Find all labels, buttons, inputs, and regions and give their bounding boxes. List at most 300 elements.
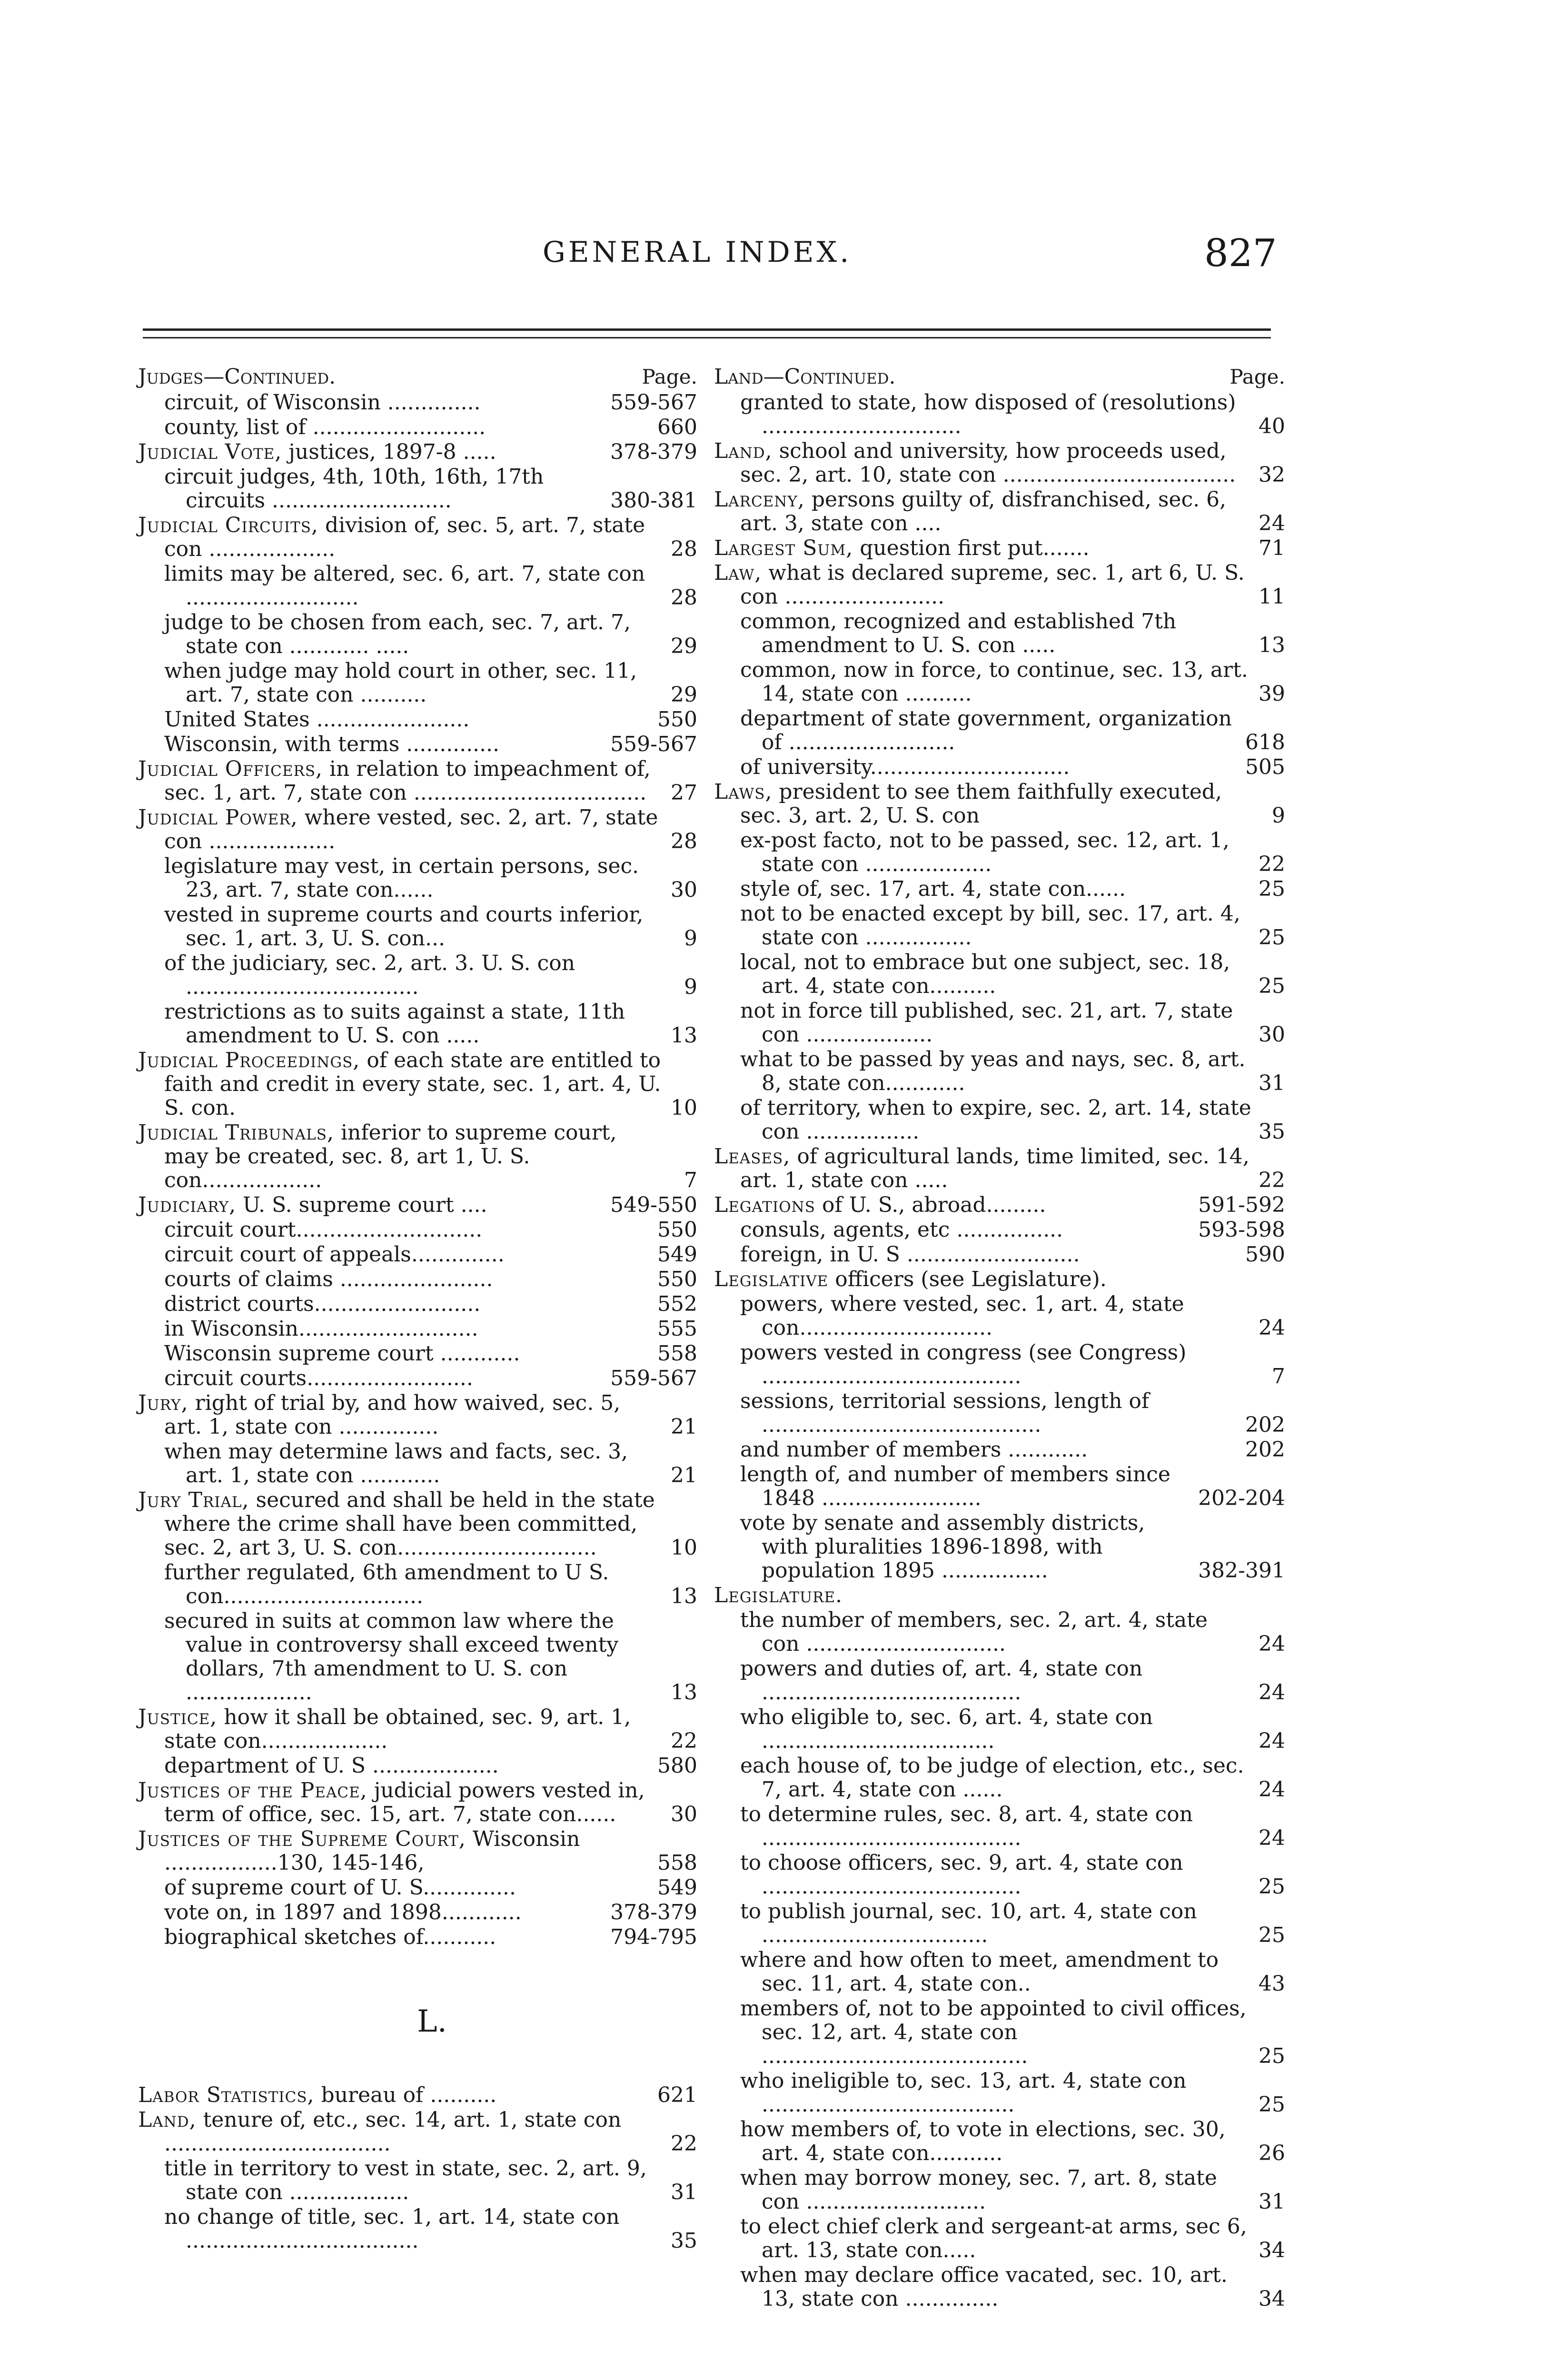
entry-text bbox=[740, 2118, 1252, 2165]
index-entry bbox=[714, 1511, 1285, 1583]
index-entry bbox=[138, 1876, 697, 1900]
index-entry bbox=[138, 2205, 697, 2253]
entry-page-ref: 10 bbox=[671, 1536, 697, 1560]
entry-headword: Largest Sum, bbox=[714, 536, 853, 560]
entry-headword: Legislative bbox=[714, 1267, 829, 1291]
entry-text bbox=[740, 829, 1252, 876]
entry-page-ref: 30 bbox=[1259, 1022, 1285, 1047]
entry-text bbox=[740, 1997, 1252, 2068]
entry-text bbox=[740, 1438, 1239, 1462]
index-entry bbox=[138, 1609, 697, 1705]
index-entry bbox=[714, 1193, 1285, 1217]
index-entry bbox=[714, 1948, 1285, 1996]
entry-page-ref: 35 bbox=[671, 2229, 697, 2253]
entry-description: of supreme court of U. S.............. bbox=[164, 1875, 516, 1900]
entry-page-ref: 593-598 bbox=[1198, 1218, 1285, 1242]
entry-page-ref: 21 bbox=[671, 1415, 697, 1439]
index-entry bbox=[714, 829, 1285, 876]
entry-text bbox=[714, 1145, 1252, 1192]
column-heading bbox=[714, 364, 1285, 390]
entry-description: when may determine laws and facts, sec. 3, art. 1, state con ............ bbox=[164, 1439, 628, 1488]
entry-headword: Legations bbox=[714, 1193, 816, 1217]
entry-text bbox=[714, 439, 1252, 487]
entry-text bbox=[164, 1218, 651, 1242]
entry-description: inferior to supreme court, may be created, sec. 8, art 1, U. S. con.................. bbox=[164, 1121, 617, 1192]
entry-description: who ineligible to, sec. 13, art. 4, state con ...................................... bbox=[740, 2069, 1187, 2117]
entry-page-ref: 559-567 bbox=[610, 732, 697, 756]
entry-page-ref: 24 bbox=[1259, 1632, 1285, 1656]
entry-description: legislature may vest, in certain persons, sec. 23, art. 7, state con...... bbox=[164, 854, 639, 902]
entry-text bbox=[164, 952, 664, 999]
entry-description: limits may be altered, sec. 6, art. 7, state con .......................... bbox=[164, 562, 645, 610]
index-entry bbox=[714, 1608, 1285, 1656]
entry-text bbox=[138, 1193, 604, 1217]
index-entry bbox=[714, 1706, 1285, 1753]
entry-description: vested in supreme courts and courts inferior, sec. 1, art. 3, U. S. con... bbox=[164, 902, 644, 951]
entry-text bbox=[740, 2166, 1252, 2214]
entry-description: tenure of, etc., sec. 14, art. 1, state con .................................. bbox=[164, 2108, 622, 2156]
entry-description: circuit courts......................... bbox=[164, 1366, 473, 1390]
entry-description: of each state are entitled to faith and credit in every state, sec. 1, art. 4, U. S. con. bbox=[164, 1048, 661, 1120]
index-entry bbox=[138, 465, 697, 513]
entry-page-ref: 25 bbox=[1259, 1874, 1285, 1899]
index-entry bbox=[138, 440, 697, 464]
entry-page-ref: 13 bbox=[671, 1680, 697, 1705]
index-entry bbox=[714, 488, 1285, 536]
index-entry bbox=[714, 536, 1285, 560]
entry-page-ref: 202 bbox=[1245, 1413, 1285, 1437]
index-entry bbox=[138, 1754, 697, 1778]
index-entry bbox=[138, 1243, 697, 1267]
entry-description: when may declare office vacated, sec. 10, art. 13, state con .............. bbox=[740, 2263, 1228, 2311]
entry-headword: Legislature. bbox=[714, 1583, 843, 1607]
index-entry bbox=[138, 806, 697, 853]
index-entry bbox=[138, 1706, 697, 1753]
entry-page-ref: 22 bbox=[1259, 852, 1285, 876]
entry-text bbox=[164, 1367, 604, 1390]
index-entry bbox=[714, 2263, 1285, 2311]
index-entry bbox=[138, 1827, 697, 1875]
entry-page-ref: 25 bbox=[1259, 877, 1285, 901]
entry-page-ref: 380-381 bbox=[610, 488, 697, 513]
entry-page-ref: 30 bbox=[671, 878, 697, 902]
entry-page-ref: 34 bbox=[1259, 2238, 1285, 2262]
entry-text bbox=[740, 877, 1252, 901]
entry-description: officers (see Legislature). bbox=[828, 1267, 1107, 1291]
entry-headword: Larceny, bbox=[714, 487, 805, 512]
entry-text bbox=[164, 733, 604, 756]
index-entry bbox=[138, 1779, 697, 1826]
header-rule-thick bbox=[143, 328, 1271, 331]
entry-headword: Judicial Tribunals, bbox=[138, 1121, 334, 1145]
index-entry bbox=[714, 1803, 1285, 1850]
index-entry bbox=[714, 877, 1285, 901]
entry-text bbox=[740, 658, 1252, 706]
entry-page-ref: 31 bbox=[671, 2180, 697, 2204]
entry-description: how members of, to vote in elections, sec. 30, art. 4, state con........... bbox=[740, 2117, 1226, 2165]
entry-headword: Law, bbox=[714, 561, 762, 585]
entry-description: county, list of .......................... bbox=[164, 415, 486, 439]
index-entry bbox=[138, 2157, 697, 2204]
entry-text bbox=[164, 1561, 664, 1608]
entry-page-ref: 24 bbox=[1259, 1777, 1285, 1802]
index-entry bbox=[138, 1218, 697, 1242]
right-column bbox=[714, 364, 1285, 2312]
entry-description: department of state government, organization of ......................... bbox=[740, 706, 1232, 754]
entry-text bbox=[714, 1268, 1252, 1291]
entry-page-ref: 618 bbox=[1245, 730, 1285, 754]
entry-text bbox=[164, 611, 664, 658]
entry-description: style of, sec. 17, art. 4, state con...... bbox=[740, 877, 1126, 901]
entry-headword: Leases, bbox=[714, 1144, 791, 1169]
entry-text bbox=[164, 2205, 664, 2253]
entry-description: of U. S., abroad......... bbox=[815, 1193, 1046, 1217]
entry-description: secured and shall be held in the state where the crime shall have been committed, sec. 2, art 3, U. S. con.............................. bbox=[164, 1488, 655, 1560]
entry-page-ref: 27 bbox=[671, 781, 697, 805]
entry-page-ref: 549 bbox=[657, 1875, 697, 1900]
entry-text bbox=[164, 1925, 604, 1949]
entry-page-ref: 549 bbox=[657, 1242, 697, 1267]
entry-headword: Justice, bbox=[138, 1705, 218, 1729]
entry-text bbox=[138, 1391, 664, 1439]
entry-page-ref: 28 bbox=[671, 585, 697, 610]
entry-page-ref: 590 bbox=[1245, 1242, 1285, 1267]
entry-description: United States ....................... bbox=[164, 707, 470, 732]
entry-page-ref: 9 bbox=[684, 975, 697, 999]
entry-description: of agricultural lands, time limited, sec. 14, art. 1, state con ..... bbox=[740, 1144, 1249, 1192]
entry-headword: Jury, bbox=[138, 1391, 188, 1415]
index-entry bbox=[714, 2215, 1285, 2262]
entry-text bbox=[714, 1584, 1252, 1607]
index-entry bbox=[714, 1268, 1285, 1291]
entry-page-ref: 31 bbox=[1259, 2190, 1285, 2214]
index-entry bbox=[138, 1367, 697, 1390]
entry-page-ref: 621 bbox=[657, 2083, 697, 2107]
entry-description: of university.............................. bbox=[740, 755, 1070, 779]
entry-text bbox=[164, 1243, 651, 1267]
entry-description: justices, 1897-8 ..... bbox=[282, 440, 496, 464]
index-entry bbox=[138, 708, 697, 732]
index-entry bbox=[138, 1901, 697, 1924]
entry-text bbox=[138, 806, 664, 853]
section-letter: L. bbox=[417, 2004, 447, 2039]
entry-text bbox=[164, 1317, 651, 1341]
index-entry bbox=[138, 903, 697, 951]
entry-text bbox=[740, 1706, 1252, 1753]
entry-page-ref: 22 bbox=[671, 1729, 697, 1753]
index-entries-l bbox=[138, 2083, 697, 2253]
index-entry bbox=[138, 2108, 697, 2156]
index-entry bbox=[138, 1049, 697, 1120]
index-entry bbox=[138, 562, 697, 610]
index-entry bbox=[714, 2069, 1285, 2117]
entry-description: consuls, agents, etc ................ bbox=[740, 1218, 1063, 1242]
entry-text bbox=[740, 707, 1239, 754]
entry-page-ref: 22 bbox=[671, 2132, 697, 2156]
entry-page-ref: 29 bbox=[671, 634, 697, 658]
index-entry bbox=[714, 1341, 1285, 1388]
index-entry bbox=[138, 416, 697, 439]
entry-page-ref: 31 bbox=[1259, 1071, 1285, 1095]
entry-description: to choose officers, sec. 9, art. 4, state con ....................................... bbox=[740, 1851, 1183, 1899]
index-entry bbox=[138, 1925, 697, 1949]
entry-page-ref: 202-204 bbox=[1198, 1486, 1285, 1510]
entry-page-ref: 43 bbox=[1259, 1972, 1285, 1996]
index-entry bbox=[138, 659, 697, 707]
entry-description: where vested, sec. 2, art. 7, state con ................... bbox=[164, 805, 658, 853]
entry-description: to elect chief clerk and sergeant-at arms, sec 6, art. 13, state con..... bbox=[740, 2214, 1247, 2262]
entry-text bbox=[164, 708, 651, 732]
entry-text bbox=[164, 903, 664, 951]
entry-description: powers vested in congress (see Congress) ....................................... bbox=[740, 1340, 1187, 1388]
entry-headword: Land, bbox=[714, 439, 773, 463]
entry-description: to publish journal, sec. 10, art. 4, state con .................................. bbox=[740, 1899, 1197, 1947]
entry-text bbox=[164, 1440, 664, 1488]
entry-text bbox=[714, 561, 1252, 609]
entry-text bbox=[740, 1657, 1252, 1705]
index-entry bbox=[138, 757, 697, 805]
entry-text bbox=[164, 1268, 651, 1291]
entry-page-ref: 558 bbox=[657, 1341, 697, 1366]
entry-page-ref: 10 bbox=[671, 1096, 697, 1120]
entry-page-ref: 7 bbox=[1272, 1364, 1285, 1388]
entry-description: Wisconsin .................130, 145-146, bbox=[164, 1827, 580, 1875]
entry-description: biographical sketches of........... bbox=[164, 1925, 496, 1949]
entry-page-ref: 24 bbox=[1259, 1680, 1285, 1705]
entry-description: foreign, in U. S .......................... bbox=[740, 1242, 1080, 1267]
index-entry bbox=[138, 952, 697, 999]
entry-description: of territory, when to expire, sec. 2, art. 14, state con ................. bbox=[740, 1096, 1251, 1144]
index-entry bbox=[138, 611, 697, 658]
entry-headword: Labor Statistics, bbox=[138, 2083, 315, 2107]
entry-description: when may borrow money, sec. 7, art. 8, state con ........................... bbox=[740, 2166, 1217, 2214]
entry-text bbox=[740, 1900, 1252, 1947]
index-entry bbox=[138, 1292, 697, 1316]
entry-page-ref: 24 bbox=[1259, 1826, 1285, 1850]
entry-text bbox=[164, 562, 664, 610]
index-entry bbox=[714, 951, 1285, 998]
entry-text bbox=[740, 391, 1252, 438]
entry-page-ref: 24 bbox=[1259, 1316, 1285, 1340]
entry-text bbox=[714, 536, 1252, 560]
entry-description: members of, not to be appointed to civil offices, sec. 12, art. 4, state con ........................................ bbox=[740, 1996, 1247, 2068]
entry-description: who eligible to, sec. 6, art. 4, state con ................................... bbox=[740, 1705, 1153, 1753]
entry-description: length of, and number of members since 1848 ........................ bbox=[740, 1462, 1170, 1510]
entry-description: sessions, territorial sessions, length of .......................................... bbox=[740, 1389, 1150, 1437]
entry-description: circuit court............................ bbox=[164, 1218, 483, 1242]
index-entry bbox=[714, 999, 1285, 1047]
entry-headword: Justices of the Peace, bbox=[138, 1778, 367, 1803]
entry-description: in Wisconsin........................... bbox=[164, 1317, 478, 1341]
entry-text bbox=[740, 2069, 1252, 2117]
entry-page-ref: 11 bbox=[1259, 585, 1285, 609]
entry-page-ref: 28 bbox=[671, 829, 697, 853]
entry-page-ref: 25 bbox=[1259, 2044, 1285, 2068]
entry-page-ref: 13 bbox=[1259, 633, 1285, 657]
entry-text bbox=[740, 2263, 1252, 2311]
index-entry bbox=[714, 1438, 1285, 1462]
entry-text bbox=[740, 755, 1239, 779]
entry-description: powers and duties of, art. 4, state con ....................................... bbox=[740, 1656, 1143, 1705]
entry-description: ex-post facto, not to be passed, sec. 12, art. 1, state con ................... bbox=[740, 828, 1229, 876]
index-entry bbox=[138, 514, 697, 561]
entry-text bbox=[164, 1876, 651, 1900]
index-entry bbox=[714, 780, 1285, 828]
entry-headword: Judicial Power, bbox=[138, 805, 298, 830]
entry-page-ref: 30 bbox=[671, 1802, 697, 1826]
index-entry bbox=[714, 439, 1285, 487]
index-entry bbox=[714, 1584, 1285, 1607]
entry-text bbox=[138, 1121, 664, 1192]
entry-description: circuit judges, 4th, 10th, 16th, 17th circuits ........................... bbox=[164, 465, 544, 513]
entry-text bbox=[138, 757, 664, 805]
entry-page-ref: 794-795 bbox=[610, 1925, 697, 1949]
entry-text bbox=[164, 391, 604, 415]
index-entry bbox=[714, 561, 1285, 609]
entry-headword: Laws, bbox=[714, 780, 773, 804]
index-entry bbox=[138, 1391, 697, 1439]
entry-text bbox=[740, 1096, 1252, 1144]
entry-description: title in territory to vest in state, sec. 2, art. 9, state con .................. bbox=[164, 2156, 647, 2204]
entry-page-ref: 549-550 bbox=[610, 1193, 697, 1217]
entry-description: circuit court of appeals.............. bbox=[164, 1242, 505, 1267]
entry-description: where and how often to meet, amendment to sec. 11, art. 4, state con.. bbox=[740, 1948, 1219, 1996]
entry-description: further regulated, 6th amendment to U S. con.............................. bbox=[164, 1560, 609, 1608]
entry-text bbox=[164, 465, 604, 513]
entry-description: and number of members ............ bbox=[740, 1438, 1088, 1462]
entry-text bbox=[714, 780, 1252, 828]
entry-description: granted to state, how disposed of (resolutions) .............................. bbox=[740, 390, 1236, 438]
entry-description: of the judiciary, sec. 2, art. 3. U. S. con ................................... bbox=[164, 951, 575, 999]
entry-page-ref: 26 bbox=[1259, 2141, 1285, 2165]
index-entry bbox=[138, 391, 697, 415]
entry-headword: Judiciary, bbox=[138, 1193, 237, 1217]
index-entry bbox=[714, 755, 1285, 779]
entry-page-ref: 40 bbox=[1259, 414, 1285, 438]
entry-description: judicial powers vested in, term of office, sec. 15, art. 7, state con...... bbox=[164, 1778, 645, 1826]
entry-page-ref: 28 bbox=[671, 537, 697, 561]
entry-description: U. S. supreme court .... bbox=[236, 1193, 487, 1217]
entry-description: bureau of .......... bbox=[314, 2083, 497, 2107]
entry-text bbox=[138, 514, 664, 561]
entry-text bbox=[740, 1948, 1252, 1996]
entry-description: what is declared supreme, sec. 1, art 6, U. S. con ........................ bbox=[740, 561, 1245, 609]
entry-page-ref: 13 bbox=[671, 1023, 697, 1048]
entry-text bbox=[740, 1218, 1191, 1242]
page-column-label: Page. bbox=[1229, 365, 1285, 388]
index-entry bbox=[138, 1121, 697, 1192]
entry-page-ref: 13 bbox=[671, 1584, 697, 1608]
entry-headword: Judicial Proceedings, bbox=[138, 1048, 360, 1072]
entry-text bbox=[138, 1706, 664, 1753]
index-entry bbox=[714, 391, 1285, 438]
entry-page-ref: 34 bbox=[1259, 2287, 1285, 2311]
entry-page-ref: 591-592 bbox=[1198, 1193, 1285, 1217]
entry-page-ref: 378-379 bbox=[610, 440, 697, 464]
entry-text bbox=[740, 1754, 1252, 1802]
entry-page-ref: 22 bbox=[1259, 1168, 1285, 1192]
page-number: 827 bbox=[1204, 231, 1277, 275]
entry-description: not to be enacted except by bill, sec. 17, art. 4, state con ................ bbox=[740, 902, 1240, 950]
index-entry bbox=[714, 1657, 1285, 1705]
index-entry bbox=[714, 2166, 1285, 2214]
index-entry bbox=[714, 1389, 1285, 1437]
entry-text bbox=[138, 1049, 664, 1120]
entry-page-ref: 25 bbox=[1259, 1923, 1285, 1947]
index-entry bbox=[714, 1096, 1285, 1144]
entry-page-ref: 202 bbox=[1245, 1438, 1285, 1462]
entry-text bbox=[740, 1243, 1239, 1267]
entry-description: persons guilty of, disfranchised, sec. 6, art. 3, state con .... bbox=[740, 487, 1227, 536]
entry-page-ref: 7 bbox=[684, 1168, 697, 1192]
index-entry bbox=[714, 1292, 1285, 1340]
index-entry bbox=[714, 1048, 1285, 1095]
entry-description: powers, where vested, sec. 1, art. 4, state con............................. bbox=[740, 1292, 1184, 1340]
entry-description: vote on, in 1897 and 1898............ bbox=[164, 1900, 522, 1924]
index-entry bbox=[138, 1268, 697, 1291]
entry-description: district courts......................... bbox=[164, 1292, 481, 1316]
entry-description: common, recognized and established 7th amendment to U. S. con ..... bbox=[740, 609, 1177, 657]
entry-description: local, not to embrace but one subject, sec. 18, art. 4, state con.......... bbox=[740, 950, 1230, 998]
entry-page-ref: 25 bbox=[1259, 974, 1285, 998]
index-entry bbox=[138, 1440, 697, 1488]
entry-description: the number of members, sec. 2, art. 4, state con .............................. bbox=[740, 1608, 1208, 1656]
entry-description: how it shall be obtained, sec. 9, art. 1, state con................... bbox=[164, 1705, 631, 1753]
column-heading bbox=[138, 364, 697, 390]
entry-page-ref: 25 bbox=[1259, 925, 1285, 950]
page-header bbox=[0, 231, 1546, 288]
index-entry bbox=[714, 707, 1285, 754]
entry-text bbox=[138, 440, 604, 464]
index-entries-j bbox=[138, 391, 697, 1949]
entry-page-ref: 21 bbox=[671, 1463, 697, 1488]
entry-text bbox=[740, 1341, 1252, 1388]
entry-page-ref: 24 bbox=[1259, 511, 1285, 536]
entry-page-ref: 580 bbox=[657, 1754, 697, 1778]
entry-page-ref: 9 bbox=[684, 926, 697, 951]
entry-text bbox=[138, 1779, 664, 1826]
entry-page-ref: 550 bbox=[657, 1267, 697, 1291]
entry-page-ref: 9 bbox=[1272, 803, 1285, 828]
index-entry bbox=[714, 1997, 1285, 2068]
index-entry bbox=[138, 1193, 697, 1217]
entry-page-ref: 39 bbox=[1259, 682, 1285, 706]
entry-text bbox=[740, 1389, 1239, 1437]
index-entry bbox=[714, 1463, 1285, 1510]
entry-page-ref: 559-567 bbox=[610, 390, 697, 415]
entry-text bbox=[164, 416, 651, 439]
entry-headword: Judicial Circuits, bbox=[138, 513, 319, 537]
entry-page-ref: 382-391 bbox=[1198, 1558, 1285, 1583]
entry-text bbox=[740, 2215, 1252, 2262]
entry-description: what to be passed by yeas and nays, sec. 8, art. 8, state con............ bbox=[740, 1047, 1246, 1095]
entry-page-ref: 505 bbox=[1245, 755, 1285, 779]
entry-description: no change of title, sec. 1, art. 14, state con ................................... bbox=[164, 2205, 620, 2253]
entry-page-ref: 555 bbox=[657, 1317, 697, 1341]
entry-description: vote by senate and assembly districts, with pluralities 1896-1898, with population 1895 ................ bbox=[740, 1511, 1145, 1583]
entry-text bbox=[740, 610, 1252, 657]
entry-text bbox=[740, 1803, 1252, 1850]
entry-description: president to see them faithfully executed, sec. 3, art. 2, U. S. con bbox=[740, 780, 1222, 828]
entry-page-ref: 35 bbox=[1259, 1120, 1285, 1144]
page-column-label: Page. bbox=[642, 365, 697, 388]
entry-text bbox=[740, 1292, 1252, 1340]
entry-page-ref: 552 bbox=[657, 1292, 697, 1316]
entry-description: to determine rules, sec. 8, art. 4, state con ....................................... bbox=[740, 1802, 1193, 1850]
index-entry bbox=[138, 854, 697, 902]
entry-page-ref: 660 bbox=[657, 415, 697, 439]
entry-text bbox=[164, 1901, 604, 1924]
